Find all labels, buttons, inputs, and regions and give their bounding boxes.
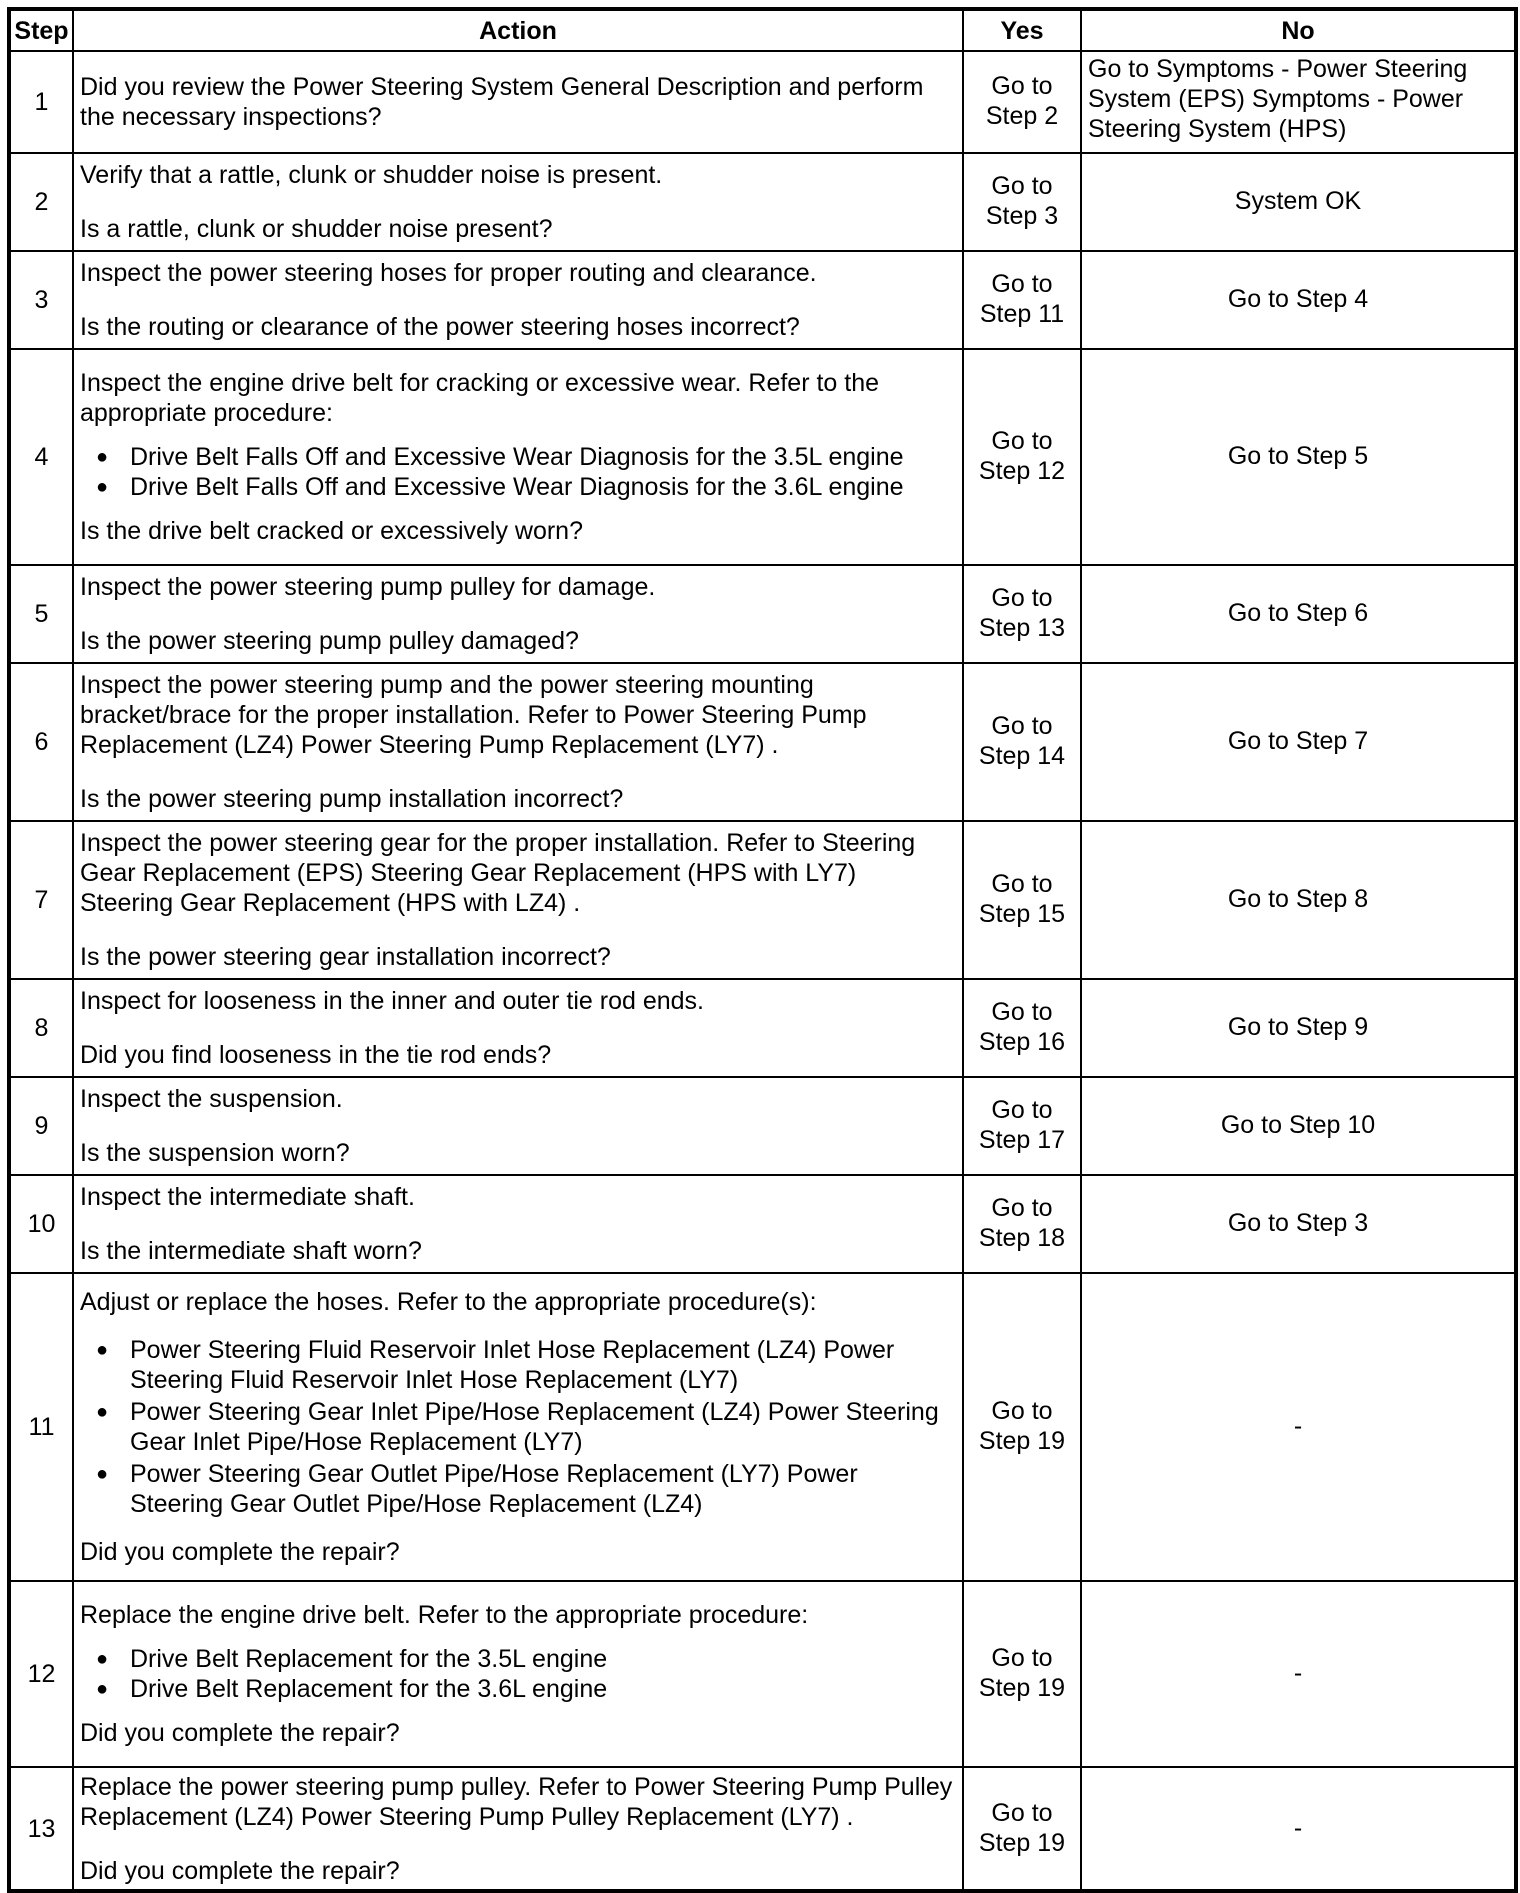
yes-line2: Step 3 [985, 202, 1059, 230]
action-cell [73, 349, 963, 565]
procedure-item: ● Power Steering Gear Outlet Pipe/Hose Replacement (LY7) Power Steering Gear Outlet Pipe/Hose Replacement (LZ4) [130, 1459, 956, 1519]
action-cell [73, 979, 963, 1077]
table-row [9, 1175, 1516, 1273]
no-cell: Go to Step 9 [1081, 979, 1516, 1077]
action-cell [73, 251, 963, 349]
yes-line2: Step 18 [978, 1224, 1066, 1252]
yes-cell [963, 1077, 1081, 1175]
table-row [9, 821, 1516, 979]
no-cell: Go to Step 5 [1081, 349, 1516, 565]
step-number: 6 [9, 663, 73, 821]
action-question: Is the power steering pump pulley damaged? [80, 627, 579, 655]
action-question: Is the drive belt cracked or excessively worn? [80, 517, 583, 545]
action-question: Is the suspension worn? [80, 1139, 350, 1167]
procedure-item: ● Drive Belt Replacement for the 3.6L engine [130, 1674, 956, 1704]
action-text: Inspect the intermediate shaft. [80, 1183, 415, 1211]
table-row [9, 51, 1516, 153]
step-number: 5 [9, 565, 73, 663]
no-cell: - [1081, 1581, 1516, 1767]
table-row [9, 153, 1516, 251]
yes-line2: Step 16 [978, 1028, 1066, 1056]
header-step: Step [9, 9, 73, 51]
yes-cell [963, 821, 1081, 979]
no-cell: Go to Step 8 [1081, 821, 1516, 979]
no-cell: Go to Step 7 [1081, 663, 1516, 821]
action-question: Did you complete the repair? [80, 1719, 400, 1747]
yes-cell [963, 565, 1081, 663]
yes-cell [963, 1175, 1081, 1273]
yes-cell [963, 1767, 1081, 1891]
action-text: Verify that a rattle, clunk or shudder noise is present. [80, 161, 663, 189]
action-question: Did you complete the repair? [80, 1538, 400, 1566]
action-text: Adjust or replace the hoses. Refer to the appropriate procedure(s): [80, 1288, 817, 1316]
table-row [9, 1767, 1516, 1891]
action-text: Inspect the engine drive belt for cracking or excessive wear. Refer to the appropriate procedure: [80, 369, 880, 427]
header-yes: Yes [963, 9, 1081, 51]
action-text: Inspect the power steering pump pulley for damage. [80, 573, 656, 601]
step-number: 2 [9, 153, 73, 251]
yes-line2: Step 19 [978, 1828, 1066, 1857]
action-cell [73, 1581, 963, 1767]
no-cell: Go to Step 3 [1081, 1175, 1516, 1273]
yes-line1: Go to [991, 1096, 1053, 1124]
procedure-item: ● Drive Belt Falls Off and Excessive Wear Diagnosis for the 3.6L engine [130, 472, 956, 502]
procedure-item: ● Power Steering Gear Inlet Pipe/Hose Replacement (LZ4) Power Steering Gear Inlet Pipe/Hose Replacement (LY7) [130, 1397, 956, 1457]
action-text: Inspect the power steering hoses for proper routing and clearance. [80, 259, 817, 287]
yes-line2: Step 19 [978, 1427, 1066, 1455]
no-cell: Go to Symptoms - Power Steering System (EPS) Symptoms - Power Steering System (HPS) [1081, 51, 1516, 153]
action-cell [73, 51, 963, 153]
yes-line1: Go to [991, 270, 1053, 298]
action-cell [73, 821, 963, 979]
action-text: Replace the power steering pump pulley. Refer to Power Steering Pump Pulley Replacement (LZ4) Power Steering Pump Pulley Replacement (LY7) . [80, 1772, 953, 1831]
procedure-list [80, 1335, 956, 1519]
no-cell: Go to Step 4 [1081, 251, 1516, 349]
yes-cell [963, 979, 1081, 1077]
yes-cell [963, 51, 1081, 153]
yes-line2: Step 19 [978, 1674, 1066, 1702]
action-text: Inspect the power steering pump and the power steering mounting bracket/brace for the proper installation. Refer to Power Steering Pump Replacement (LZ4) Power Steering Pump Replacement (LY7) . [80, 671, 867, 759]
no-cell: - [1081, 1767, 1516, 1891]
yes-line2: Step 15 [978, 900, 1066, 928]
header-action: Action [73, 9, 963, 51]
procedure-list [80, 1644, 956, 1704]
procedure-list [80, 442, 956, 502]
table-row [9, 979, 1516, 1077]
action-cell [73, 1767, 963, 1891]
yes-line1: Go to [991, 998, 1053, 1026]
yes-line1: Go to [991, 1798, 1053, 1827]
table-row [9, 1581, 1516, 1767]
step-number: 12 [9, 1581, 73, 1767]
no-cell: Go to Step 10 [1081, 1077, 1516, 1175]
diagnostic-table [7, 7, 1518, 1893]
yes-cell [963, 1581, 1081, 1767]
yes-line1: Go to [991, 870, 1053, 898]
yes-line2: Step 2 [985, 102, 1059, 130]
action-text: Replace the engine drive belt. Refer to the appropriate procedure: [80, 1601, 809, 1629]
yes-line1: Go to [991, 1397, 1053, 1425]
action-text: Did you review the Power Steering System General Description and perform the necessary inspections? [80, 73, 924, 131]
step-number: 7 [9, 821, 73, 979]
no-cell: System OK [1081, 153, 1516, 251]
header-no: No [1081, 9, 1516, 51]
no-cell: Go to Step 6 [1081, 565, 1516, 663]
action-question: Is the power steering gear installation incorrect? [80, 943, 611, 971]
yes-line2: Step 14 [978, 742, 1066, 770]
yes-line2: Step 11 [979, 300, 1065, 328]
yes-line1: Go to [991, 1194, 1053, 1222]
step-number: 9 [9, 1077, 73, 1175]
action-cell [73, 663, 963, 821]
yes-line1: Go to [991, 584, 1053, 612]
yes-line1: Go to [991, 72, 1053, 100]
procedure-item: ● Drive Belt Falls Off and Excessive Wear Diagnosis for the 3.5L engine [130, 442, 956, 472]
table-row [9, 663, 1516, 821]
step-number: 10 [9, 1175, 73, 1273]
action-question: Did you find looseness in the tie rod ends? [80, 1041, 552, 1069]
step-number: 11 [9, 1273, 73, 1581]
table-row [9, 565, 1516, 663]
yes-line2: Step 17 [978, 1126, 1066, 1154]
action-text: Inspect for looseness in the inner and outer tie rod ends. [80, 987, 704, 1015]
yes-line1: Go to [991, 712, 1053, 740]
procedure-item: ● Power Steering Fluid Reservoir Inlet Hose Replacement (LZ4) Power Steering Fluid Reservoir Inlet Hose Replacement (LY7) [130, 1335, 956, 1395]
header-row [9, 9, 1516, 51]
step-number: 3 [9, 251, 73, 349]
table-row [9, 1077, 1516, 1175]
action-question: Is the power steering pump installation incorrect? [80, 785, 624, 813]
yes-line2: Step 13 [978, 614, 1066, 642]
yes-line2: Step 12 [978, 457, 1066, 485]
step-number: 13 [9, 1767, 73, 1891]
table-row [9, 1273, 1516, 1581]
yes-cell [963, 153, 1081, 251]
action-cell [73, 153, 963, 251]
yes-line1: Go to [991, 172, 1053, 200]
yes-cell [963, 663, 1081, 821]
action-cell [73, 1175, 963, 1273]
yes-cell [963, 251, 1081, 349]
table-row [9, 251, 1516, 349]
no-cell: - [1081, 1273, 1516, 1581]
yes-cell [963, 349, 1081, 565]
action-question: Did you complete the repair? [80, 1856, 400, 1885]
action-question: Is a rattle, clunk or shudder noise present? [80, 215, 553, 243]
action-text: Inspect the power steering gear for the proper installation. Refer to Steering Gear Replacement (EPS) Steering Gear Replacement (HPS with LY7) Steering Gear Replacement (HPS with LZ4) . [80, 829, 916, 917]
step-number: 4 [9, 349, 73, 565]
step-number: 8 [9, 979, 73, 1077]
action-question: Is the routing or clearance of the power steering hoses incorrect? [80, 313, 800, 341]
procedure-item: ● Drive Belt Replacement for the 3.5L engine [130, 1644, 956, 1674]
action-text: Inspect the suspension. [80, 1085, 343, 1113]
action-cell [73, 1077, 963, 1175]
yes-line1: Go to [991, 1644, 1053, 1672]
action-cell [73, 1273, 963, 1581]
step-number: 1 [9, 51, 73, 153]
action-cell [73, 565, 963, 663]
action-question: Is the intermediate shaft worn? [80, 1237, 422, 1265]
yes-cell [963, 1273, 1081, 1581]
table-row [9, 349, 1516, 565]
yes-line1: Go to [991, 427, 1053, 455]
